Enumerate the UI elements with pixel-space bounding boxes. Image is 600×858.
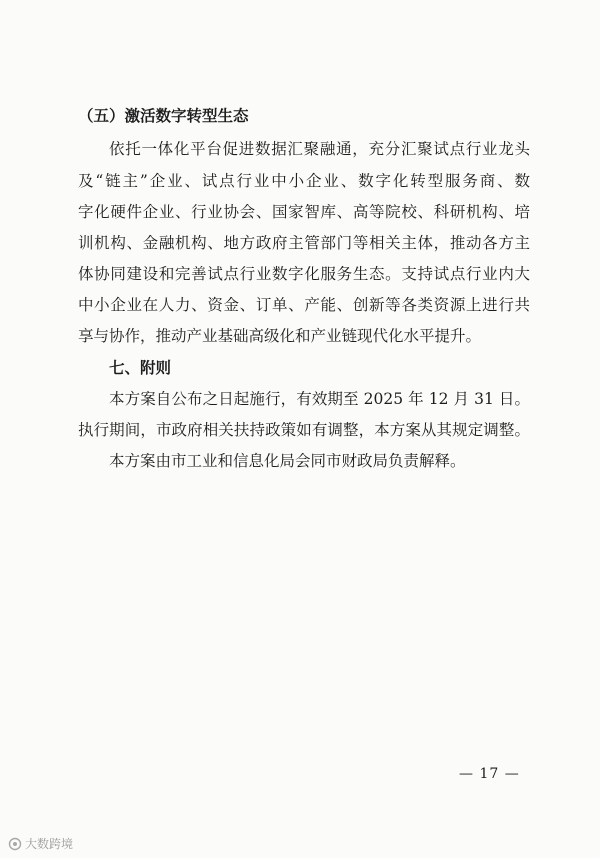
- watermark-text: 大数跨境: [25, 837, 74, 851]
- paragraph-line: 体协同建设和完善试点行业数字化服务生态。支持试点行业内大: [78, 265, 530, 283]
- paragraph-line: 及“链主”企业、试点行业中小企业、数字化转型服务商、数: [78, 172, 530, 190]
- paragraph-line: 享与协作，推动产业基础高级化和产业链现代化水平提升。: [78, 327, 482, 345]
- watermark: [8, 835, 73, 852]
- paragraph-line: 依托一体化平台促进数据汇聚融通，充分汇聚试点行业龙头: [109, 140, 530, 158]
- paragraph-line: 本方案由市工业和信息化局会同市财政局负责解释。: [109, 452, 466, 470]
- paragraph-line: 中小企业在人力、资金、订单、产能、创新等各类资源上进行共: [78, 296, 530, 314]
- paragraph-line: 训机构、金融机构、地方政府主管部门等相关主体，推动各方主: [78, 234, 530, 252]
- watermark-logo-icon: [8, 837, 22, 851]
- paragraph-line: 本方案自公布之日起施行，有效期至 2025 年 12 月 31 日。: [109, 390, 530, 408]
- section-5-heading: （五）激活数字转型生态: [78, 106, 249, 125]
- section-7-heading: 七、附则: [109, 359, 172, 377]
- paragraph-line: 执行期间，市政府相关扶持政策如有调整，本方案从其规定调整。: [78, 421, 530, 439]
- paragraph-line: 字化硬件企业、行业协会、国家智库、高等院校、科研机构、培: [78, 203, 530, 221]
- page-number: — 17 —: [459, 766, 520, 782]
